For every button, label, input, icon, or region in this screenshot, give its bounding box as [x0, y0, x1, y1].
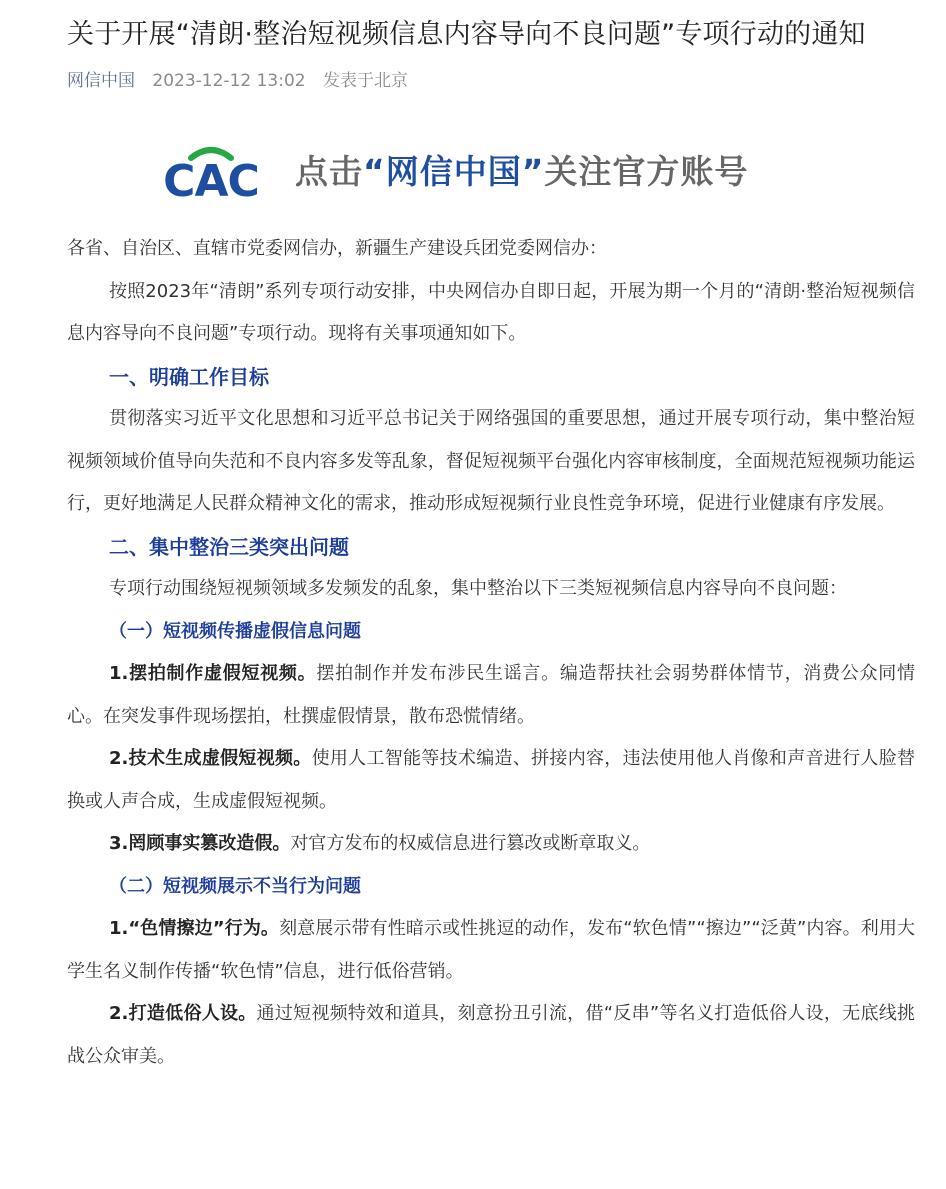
banner-caption	[295, 146, 748, 193]
article-meta	[67, 69, 915, 93]
subsection-heading-1: （一）短视频传播虚假信息问题	[109, 620, 361, 642]
sub1-item-2-lead: 2.技术生成虚假短视频。	[109, 748, 312, 769]
svg-text:CAC: CAC	[163, 156, 259, 200]
sub2-item-2-text: 通过短视频特效和道具，刻意扮丑引流，借“反串”等名义打造低俗人设，无底线挑战公众审美。	[67, 1003, 915, 1067]
section-2-paragraph: 专项行动围绕短视频领域多发频发的乱象，集中整治以下三类短视频信息内容导向不良问题：	[109, 578, 847, 599]
sub2-item-1-text: 刻意展示带有性暗示或性挑逗的动作，发布“软色情”“擦边”“泛黄”内容。利用大学生名义制作传播“软色情”信息，进行低俗营销。	[67, 918, 915, 982]
section-heading-2: 二、集中整治三类突出问题	[109, 534, 349, 559]
banner-prefix: 点击	[295, 151, 363, 191]
sub1-item-2	[67, 738, 915, 823]
sub2-item-1	[67, 908, 915, 993]
banner-highlight: “网信中国”	[363, 151, 545, 191]
section-1-paragraph: 贯彻落实习近平文化思想和习近平总书记关于网络强国的重要思想，通过开展专项行动，集中整治短视频领域价值导向失范和不良内容多发等乱象，督促短视频平台强化内容审核制度，全面规范短视频功能运行，更好地满足人民群众精神文化的需求，推动形成短视频行业良性竞争环境，促进行业健康有序发展。	[67, 408, 915, 514]
sub1-item-3-lead: 3.罔顾事实篡改造假。	[109, 833, 291, 854]
article-source[interactable]: 网信中国	[67, 71, 135, 91]
sub2-item-2-lead: 2.打造低俗人设。	[109, 1003, 257, 1024]
article-datetime: 2023-12-12 13:02	[152, 71, 306, 91]
sub1-item-1-lead: 1.摆拍制作虚假短视频。	[109, 663, 317, 684]
banner-suffix: 关注官方账号	[544, 151, 749, 191]
salutation: 各省、自治区、直辖市党委网信办，新疆生产建设兵团党委网信办：	[67, 238, 607, 259]
sub1-item-3-text: 对官方发布的权威信息进行篡改或断章取义。	[290, 833, 651, 854]
sub2-item-1-lead: 1.“色情擦边”行为。	[109, 918, 280, 939]
intro-paragraph: 按照2023年“清朗”系列专项行动安排，中央网信办自即日起，开展为期一个月的“清朗·整治短视频信息内容导向不良问题”专项行动。现将有关事项通知如下。	[67, 280, 915, 344]
sub1-item-1-text: 摆拍制作并发布涉民生谣言。编造帮扶社会弱势群体情节，消费公众同情心。在突发事件现场摆拍，杜撰虚假情景，散布恐慌情绪。	[67, 663, 915, 727]
sub1-item-2-text: 使用人工智能等技术编造、拼接内容，违法使用他人肖像和声音进行人脸替换或人声合成，生成虚假短视频。	[67, 748, 915, 812]
article-location: 发表于北京	[323, 71, 409, 91]
article	[67, 0, 915, 1078]
follow-banner[interactable]	[155, 138, 915, 200]
section-heading-1: 一、明确工作目标	[109, 364, 269, 389]
article-body	[67, 228, 915, 1078]
article-title: 关于开展“清朗·整治短视频信息内容导向不良问题”专项行动的通知	[67, 19, 866, 50]
sub2-item-2	[67, 993, 915, 1078]
cac-logo	[155, 138, 267, 200]
subsection-heading-2: （二）短视频展示不当行为问题	[109, 875, 361, 897]
sub1-item-3	[67, 823, 915, 866]
sub1-item-1	[67, 653, 915, 738]
